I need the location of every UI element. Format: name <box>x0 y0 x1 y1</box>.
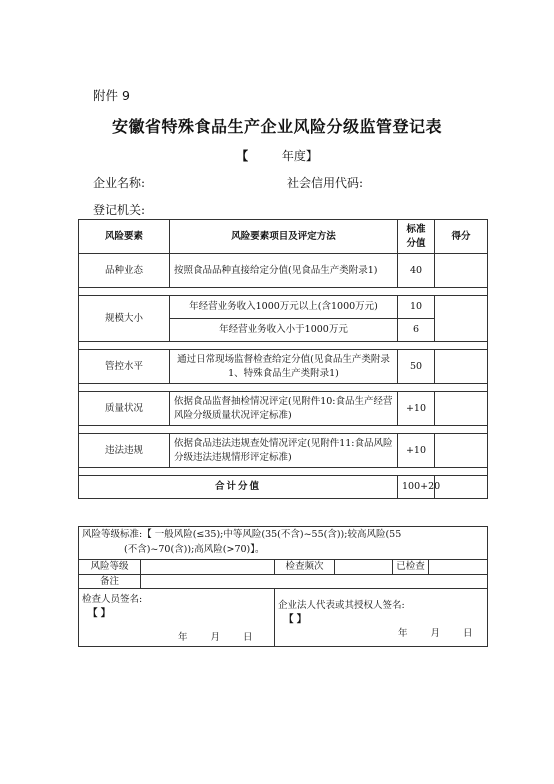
inspector-signature-cell[interactable] <box>79 589 275 647</box>
remarks-label: 备注 <box>79 575 141 589</box>
table-row <box>79 254 488 288</box>
risk-level-label: 风险等级 <box>79 560 141 575</box>
spacer-row <box>79 426 488 434</box>
standard-cell: +10 <box>398 392 435 426</box>
inspector-sign-bracket: 【 】 <box>88 608 111 619</box>
document-title: 安徽省特殊食品生产企业风险分级监管登记表 <box>111 117 442 136</box>
standard-cell: 10 <box>398 296 435 319</box>
header-score: 得分 <box>435 220 488 254</box>
risk-level-table <box>78 526 488 647</box>
table-row <box>79 350 488 384</box>
total-label: 合计分值 <box>79 476 398 499</box>
risk-score-table <box>78 219 488 499</box>
inspector-sign-label: 检查人员签名: <box>82 594 143 605</box>
method-cell: 通过日常现场监督检查给定分值(见食品生产类附录1、特殊食品生产类附录1) <box>170 350 398 384</box>
company-name-label: 企业名称: <box>93 176 146 190</box>
factor-cell: 管控水平 <box>79 350 170 384</box>
risk-standard-text <box>79 527 488 560</box>
year-label: 年度】 <box>281 149 318 163</box>
score-cell[interactable] <box>435 350 488 384</box>
inspected-label: 已检查 <box>393 560 429 575</box>
spacer-row <box>79 468 488 476</box>
header-method: 风险要素项目及评定方法 <box>170 220 398 254</box>
header-factor: 风险要素 <box>79 220 170 254</box>
credit-code-label: 社会信用代码: <box>287 176 364 190</box>
year-bracket-open: 【 <box>236 149 249 163</box>
signature-row <box>79 589 488 647</box>
inspector-sign-date: 年 月 日 <box>178 632 263 643</box>
factor-cell: 违法违规 <box>79 434 170 468</box>
factor-cell: 质量状况 <box>79 392 170 426</box>
standard-cell: 40 <box>398 254 435 288</box>
method-cell: 依据食品违法违规查处情况评定(见附件11:食品风险分级违法违规情形评定标准) <box>170 434 398 468</box>
factor-cell: 规模大小 <box>79 296 170 342</box>
legal-rep-sign-bracket: 【 】 <box>284 614 307 625</box>
method-cell: 按照食品品种直接给定分值(见食品生产类附录1) <box>170 254 398 288</box>
risk-standard-line-2: (不含)~70(含));高风险(>70)】。 <box>124 544 265 555</box>
standard-cell: +10 <box>398 434 435 468</box>
risk-standard-row <box>79 527 488 560</box>
registry-label: 登记机关: <box>93 203 146 217</box>
spacer-row <box>79 342 488 350</box>
standard-cell: 6 <box>398 319 435 342</box>
risk-level-value[interactable] <box>141 560 275 575</box>
score-cell[interactable] <box>435 434 488 468</box>
standard-cell: 50 <box>398 350 435 384</box>
remarks-value[interactable] <box>141 575 488 589</box>
risk-standard-line-1: 风险等级标准:【 一般风险(≤35);中等风险(35(不含)~55(含));较高风险(55 <box>82 529 402 540</box>
legal-rep-sign-label: 企业法人代表或其授权人签名: <box>278 600 405 611</box>
score-cell[interactable] <box>435 254 488 288</box>
method-cell: 年经营业务收入小于1000万元 <box>170 319 398 342</box>
year-line <box>0 147 554 164</box>
risk-level-row <box>79 560 488 575</box>
legal-rep-sign-date: 年 月 日 <box>398 628 483 639</box>
annex-label: 附件 9 <box>93 88 130 103</box>
table-header-row <box>79 220 488 254</box>
score-cell[interactable] <box>435 296 488 342</box>
inspection-frequency-label: 检查频次 <box>275 560 335 575</box>
score-cell[interactable] <box>435 392 488 426</box>
inspected-value[interactable] <box>429 560 488 575</box>
total-value: 100+20 <box>398 476 435 499</box>
remarks-row <box>79 575 488 589</box>
spacer-row <box>79 288 488 296</box>
method-cell: 年经营业务收入1000万元以上(含1000万元) <box>170 296 398 319</box>
table-row <box>79 392 488 426</box>
inspection-frequency-value[interactable] <box>335 560 393 575</box>
legal-rep-signature-cell[interactable] <box>275 589 488 647</box>
method-cell: 依据食品监督抽检情况评定(见附件10:食品生产经营风险分级质量状况评定标准) <box>170 392 398 426</box>
table-row <box>79 296 488 319</box>
factor-cell: 品种业态 <box>79 254 170 288</box>
total-score-cell[interactable] <box>435 476 488 499</box>
header-standard-score: 标准分值 <box>398 220 435 254</box>
spacer-row <box>79 384 488 392</box>
table-row <box>79 434 488 468</box>
total-row <box>79 476 488 499</box>
